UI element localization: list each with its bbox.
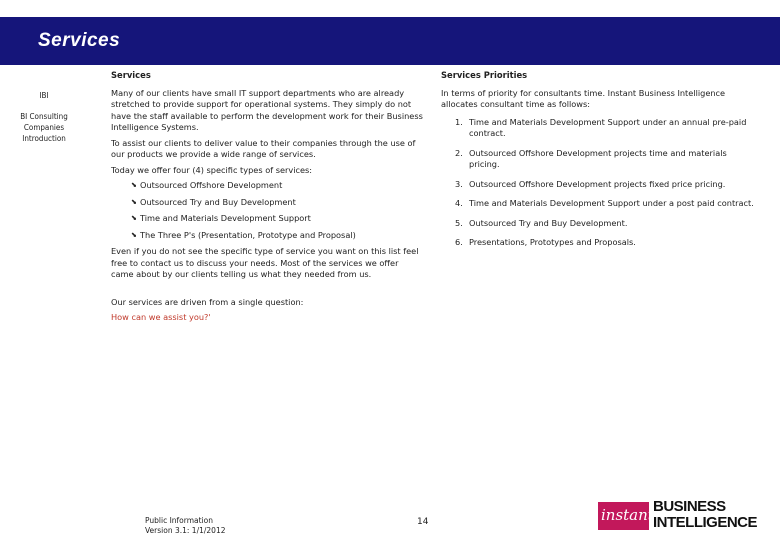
priority-number: 6.: [455, 237, 463, 247]
priorities-column: [441, 70, 756, 257]
sidebar-item-bi-consulting[interactable]: BI Consulting Companies Introduction: [20, 112, 68, 143]
logo-instant-text: instant: [601, 506, 654, 524]
arrow-bullet-icon: ⬊: [131, 214, 137, 222]
title-banner: [0, 17, 780, 65]
services-paragraph-3: Today we offer four (4) specific types of services:: [111, 164, 313, 175]
logo-business-text: BUSINESS: [653, 498, 726, 515]
sidebar-nav: [16, 90, 72, 154]
priority-text: Presentations, Prototypes and Proposals.: [469, 237, 636, 247]
priority-text: Outsourced Offshore Development projects fixed price pricing.: [469, 178, 726, 189]
list-item: [111, 213, 423, 225]
logo-intelligence-text: INTELLIGENCE: [653, 514, 758, 531]
list-item: [441, 117, 756, 140]
priority-text: Outsourced Try and Buy Development.: [469, 217, 628, 228]
service-type-label: Time and Materials Development Support: [140, 213, 311, 223]
logo-wordmark: [653, 499, 757, 531]
priority-number: 1.: [455, 116, 463, 127]
list-item: [441, 237, 756, 249]
list-item: [441, 218, 756, 230]
list-item: [441, 179, 756, 191]
key-question: How can we assist you?': [111, 312, 211, 322]
company-logo: [598, 499, 776, 533]
list-item: [111, 197, 423, 209]
priority-number: 4.: [455, 198, 463, 208]
page-title: Services: [38, 30, 121, 51]
page-number: 14: [417, 517, 429, 527]
service-types-list: [111, 180, 423, 241]
logo-instant-block: [598, 502, 654, 530]
footer-info: [145, 516, 226, 536]
priorities-list: [441, 117, 756, 249]
arrow-bullet-icon: ⬊: [131, 181, 137, 189]
priority-number: 5.: [455, 217, 463, 228]
classification-label: Public Information: [145, 516, 213, 525]
priority-number: 2.: [455, 147, 463, 158]
priority-text: Time and Materials Development Support under a post paid contract.: [469, 198, 754, 208]
list-item: [441, 148, 756, 171]
priorities-heading: Services Priorities: [441, 70, 528, 80]
services-paragraph-1: Many of our clients have small IT support departments who are already stretched to provide support for operational systems. They simply do not have the staff available to perform the development work for their Business Intelligence Systems.: [111, 87, 423, 132]
priority-text: Time and Materials Development Support under an annual pre-paid contract.: [469, 116, 747, 138]
arrow-bullet-icon: ⬊: [131, 230, 137, 239]
list-item: [441, 198, 756, 210]
priority-text: Outsourced Offshore Development projects time and materials pricing.: [469, 147, 727, 169]
priorities-intro: In terms of priority for consultants time. Instant Business Intelligence allocates consultant time as follows:: [441, 87, 726, 109]
service-type-label: Outsourced Try and Buy Development: [140, 196, 296, 207]
service-type-label: Outsourced Offshore Development: [140, 180, 283, 190]
services-heading: Services: [111, 70, 151, 80]
version-label: Version 3.1: 1/1/2012: [145, 526, 226, 535]
services-column: [111, 70, 423, 328]
sidebar-item-ibi[interactable]: IBI: [39, 91, 49, 100]
service-type-label: The Three P's (Presentation, Prototype and Proposal): [140, 229, 356, 240]
services-paragraph-2: To assist our clients to deliver value to their companies through the use of our products we provide a wide range of services.: [111, 137, 416, 159]
list-item: [111, 230, 423, 242]
priority-number: 3.: [455, 178, 463, 189]
question-intro: Our services are driven from a single question:: [111, 296, 304, 307]
arrow-bullet-icon: ⬊: [131, 197, 137, 206]
services-paragraph-4: Even if you do not see the specific type of service you want on this list feel free to contact us to discuss your needs. Most of the services we offer came about by our clients telling us what they needed from us.: [111, 246, 419, 279]
list-item: [111, 180, 423, 192]
